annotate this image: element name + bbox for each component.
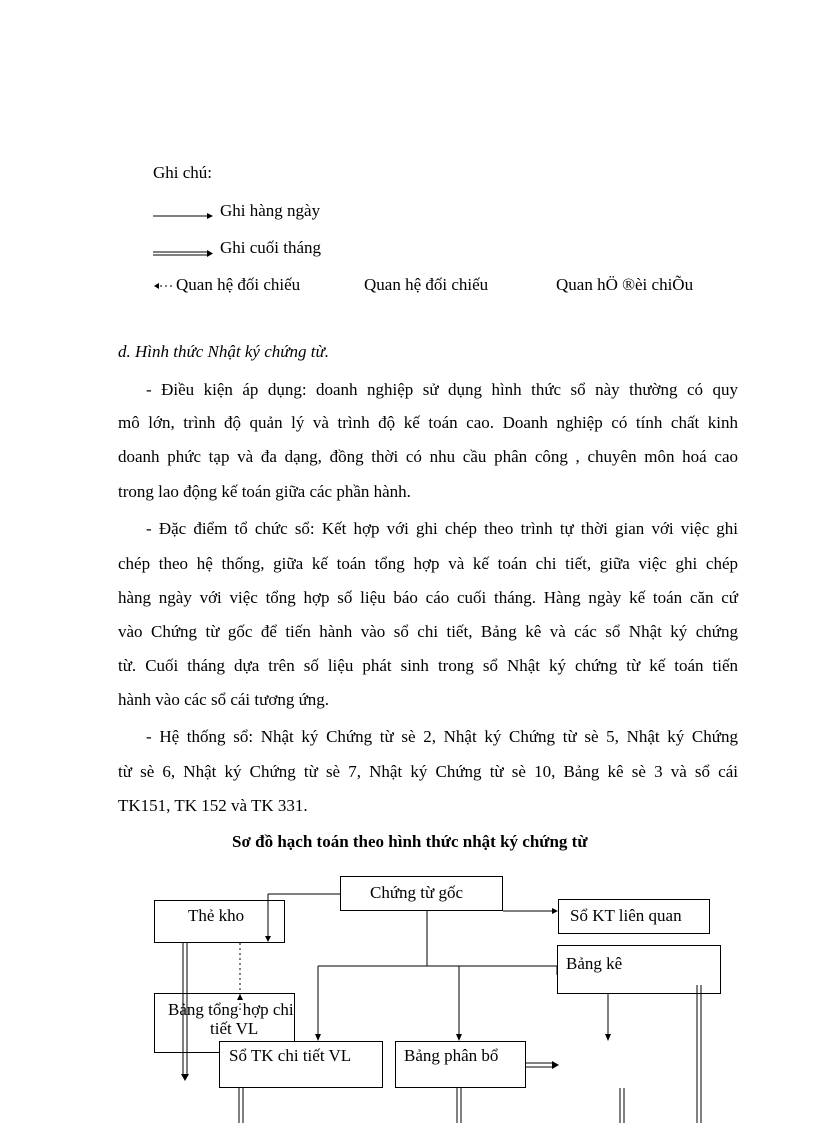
paragraph-2-line-5: từ. Cuối tháng dựa trên số liệu phát sinh trong sổ Nhật ký chứng từ kế toán tiến — [118, 656, 738, 675]
legend-title: Ghi chú: — [153, 163, 213, 182]
node-bang-phan-bo-label: Bảng phân bổ — [404, 1046, 499, 1065]
paragraph-2-line-3: hàng ngày với việc tổng hợp số liệu báo cáo cuối tháng. Hàng ngày kế toán căn cứ — [118, 588, 738, 607]
node-chung-tu-goc-label: Chứng từ gốc — [370, 883, 464, 902]
node-bang-tong-hop-label-2: tiết VL — [210, 1019, 259, 1038]
paragraph-1-line-2: mô lớn, trình độ quản lý và trình độ kế toán cao. Doanh nghiệp có tính chất kinh — [118, 413, 738, 432]
node-so-kt-lien-quan-label: Sổ KT liên quan — [570, 906, 682, 925]
legend-relation-label-2: Quan hệ đối chiếu — [364, 275, 489, 294]
node-so-tk-chi-tiet-label: Sổ TK chi tiết VL — [229, 1046, 352, 1065]
paragraph-1-line-4: trong lao động kế toán giữa các phần hành. — [118, 482, 411, 501]
diagram-title: Sơ đồ hạch toán theo hình thức nhật ký chứng từ — [232, 832, 588, 851]
node-the-kho-label: Thẻ kho — [188, 906, 245, 925]
legend-month-end-label: Ghi cuối tháng — [220, 238, 322, 257]
node-bang-ke-label: Bảng kê — [566, 954, 623, 973]
legend-relation-label-1: Quan hệ đối chiếu — [176, 275, 301, 294]
section-heading: d. Hình thức Nhật ký chứng từ. — [118, 342, 330, 361]
paragraph-3-line-2: từ sè 6, Nhật ký Chứng từ sè 7, Nhật ký Chứng từ sè 10, Bảng kê sè 3 và sổ cái — [118, 762, 738, 781]
paragraph-3-line-1: - Hệ thống sổ: Nhật ký Chứng từ sè 2, Nhật ký Chứng từ sè 5, Nhật ký Chứng — [146, 727, 738, 746]
paragraph-2-line-1: - Đặc điểm tổ chức sổ: Kết hợp với ghi chép theo trình tự thời gian với việc ghi — [146, 519, 738, 538]
paragraph-1-line-3: doanh phức tạp và đa dạng, đồng thời có nhu cầu phân công , chuyên môn hoá cao — [118, 447, 738, 466]
paragraph-2-line-6: hành vào các sổ cái tương ứng. — [118, 690, 330, 709]
paragraph-2-line-2: chép theo hệ thống, giữa kế toán tổng hợp và kế toán chi tiết, giữa việc ghi chép — [118, 554, 738, 573]
node-bang-tong-hop-label-1: Bảng tổng hợp chi — [168, 1000, 294, 1019]
legend-relation-label-3: Quan hÖ ®èi chiÕu — [556, 275, 694, 294]
paragraph-1-line-1: - Điều kiện áp dụng: doanh nghiệp sử dụng hình thức sổ này thường có quy — [146, 380, 738, 399]
paragraph-2-line-4: vào Chứng từ gốc để tiến hành vào sổ chi tiết, Bảng kê và các sổ Nhật ký chứng — [118, 622, 738, 641]
paragraph-3-line-3: TK151, TK 152 và TK 331. — [118, 796, 308, 815]
legend-daily-label: Ghi hàng ngày — [220, 201, 321, 220]
